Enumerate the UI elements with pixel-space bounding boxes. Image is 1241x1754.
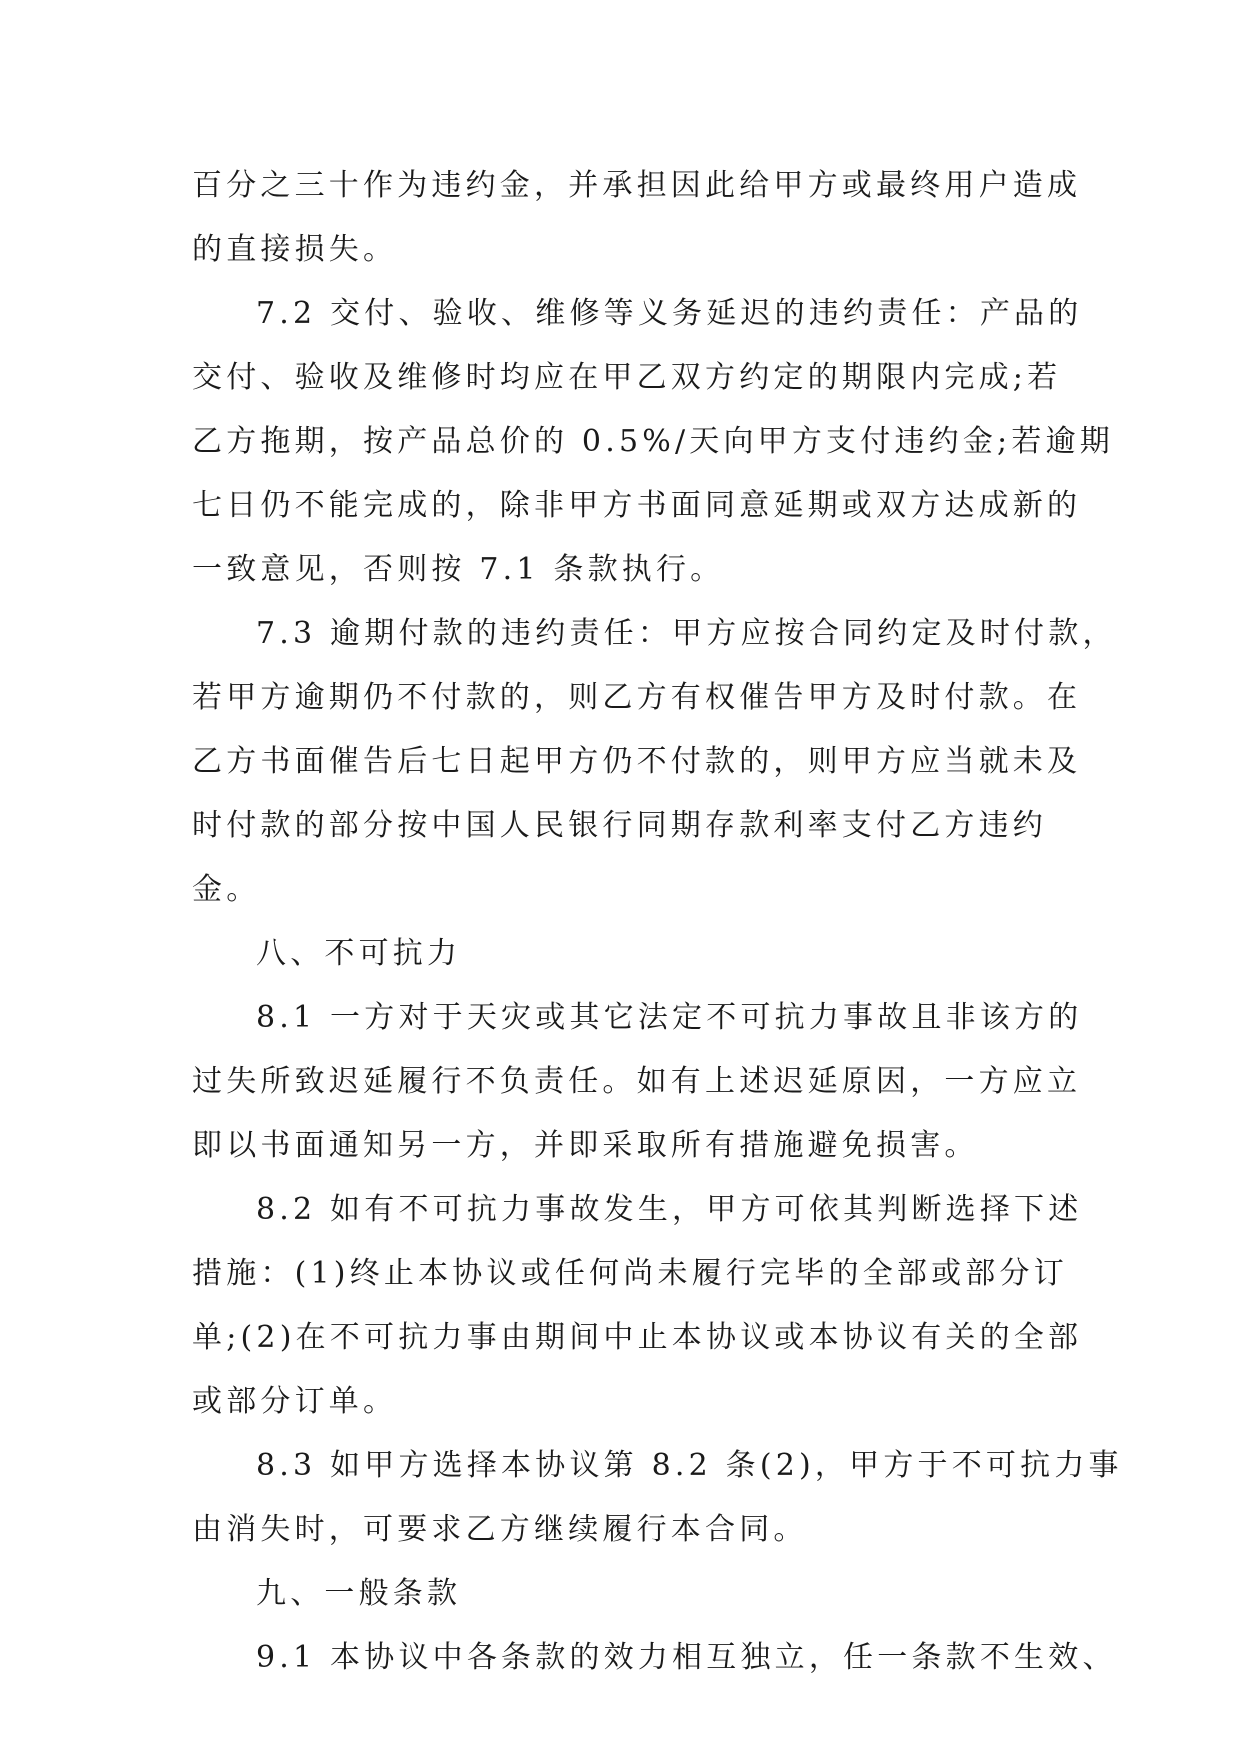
clause-9-1-heading-line: 9.1 本协议中各条款的效力相互独立，任一条款不生效、	[256, 1640, 1117, 1675]
text-line: 即以书面通知另一方，并即采取所有措施避免损害。	[192, 1128, 979, 1163]
text-line: 或部分订单。	[192, 1384, 398, 1419]
text-line: 乙方书面催告后七日起甲方仍不付款的，则甲方应当就未及	[192, 744, 1082, 779]
text-line: 金。	[192, 872, 261, 907]
text-line: 一致意见，否则按 7.1 条款执行。	[192, 552, 725, 587]
text-line: 时付款的部分按中国人民银行同期存款利率支付乙方违约	[192, 808, 1047, 843]
section-8-heading: 八、不可抗力	[256, 936, 462, 971]
document-body	[192, 154, 1123, 1690]
clause-8-3-heading-line: 8.3 如甲方选择本协议第 8.2 条(2)，甲方于不可抗力事	[256, 1448, 1123, 1483]
clause-8-1-heading-line: 8.1 一方对于天灾或其它法定不可抗力事故且非该方的	[256, 1000, 1083, 1035]
clause-8-2-heading-line: 8.2 如有不可抗力事故发生，甲方可依其判断选择下述	[256, 1192, 1083, 1227]
text-line: 由消失时，可要求乙方继续履行本合同。	[192, 1512, 808, 1547]
section-9-heading: 九、一般条款	[256, 1576, 462, 1611]
clause-7-2-heading-line: 7.2 交付、验收、维修等义务延迟的违约责任：产品的	[256, 296, 1083, 331]
text-line: 七日仍不能完成的，除非甲方书面同意延期或双方达成新的	[192, 488, 1082, 523]
text-line: 过失所致迟延履行不负责任。如有上述迟延原因，一方应立	[192, 1064, 1082, 1099]
text-line: 若甲方逾期仍不付款的，则乙方有权催告甲方及时付款。在	[192, 680, 1082, 715]
clause-7-3-heading-line: 7.3 逾期付款的违约责任：甲方应按合同约定及时付款，	[256, 616, 1117, 651]
text-line: 百分之三十作为违约金，并承担因此给甲方或最终用户造成	[192, 168, 1082, 203]
text-line: 交付、验收及维修时均应在甲乙双方约定的期限内完成;若	[192, 360, 1062, 395]
text-line: 的直接损失。	[192, 232, 398, 267]
text-line: 单;(2)在不可抗力事由期间中止本协议或本协议有关的全部	[192, 1320, 1083, 1355]
text-line: 乙方拖期，按产品总价的 0.5%/天向甲方支付违约金;若逾期	[192, 424, 1114, 459]
text-line: 措施：(1)终止本协议或任何尚未履行完毕的全部或部分订	[192, 1256, 1068, 1291]
